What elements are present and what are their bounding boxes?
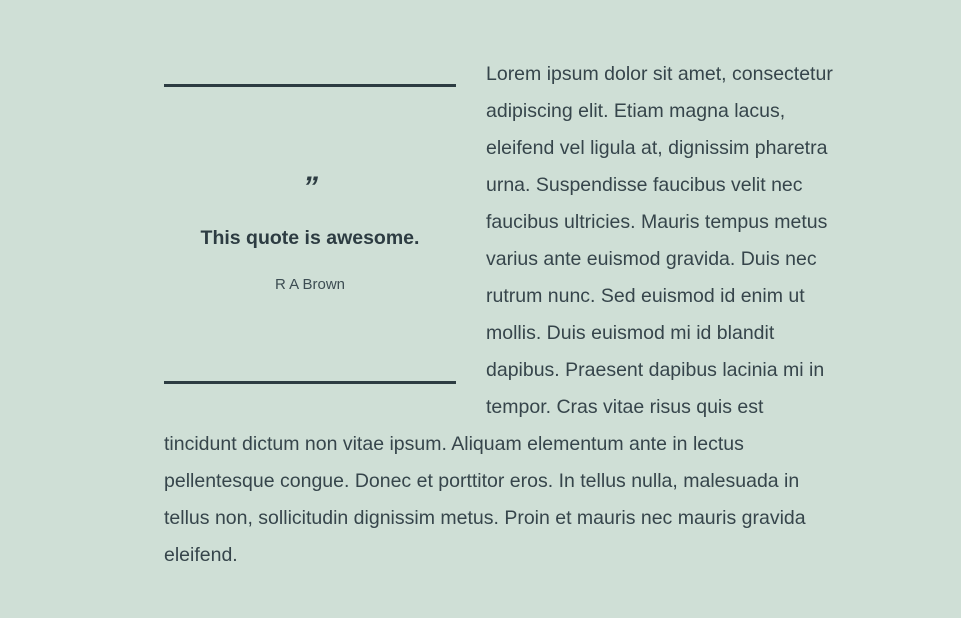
article-paragraph: Lorem ipsum dolor sit amet, consectetur adipiscing elit. Etiam magna lacus, eleifend vel ligula at, dignissim pharetra urna. Suspendisse faucibus velit nec faucibus ultricies. Mauris tempus metus varius ante euismod gravida. Duis nec rutrum nunc. Sed euismod id enim ut mollis. Duis euismod mi id blandit dapibus. Praesent dapibus lacinia mi in tempor. Cras vitae risus quis est tincidunt dictum non vitae ipsum. Aliquam elementum ante in lectus pellentesque congue. Donec et porttitor eros. In tellus nulla, malesuada in tellus non, sollicitudin dignissim metus. Proin et mauris nec mauris gravida eleifend. [164,63,833,566]
pullquote-text: This quote is awesome. [200,227,420,249]
pullquote [164,84,456,384]
pullquote-author: R A Brown [274,276,346,293]
quotation-mark-icon: ” [303,171,317,204]
